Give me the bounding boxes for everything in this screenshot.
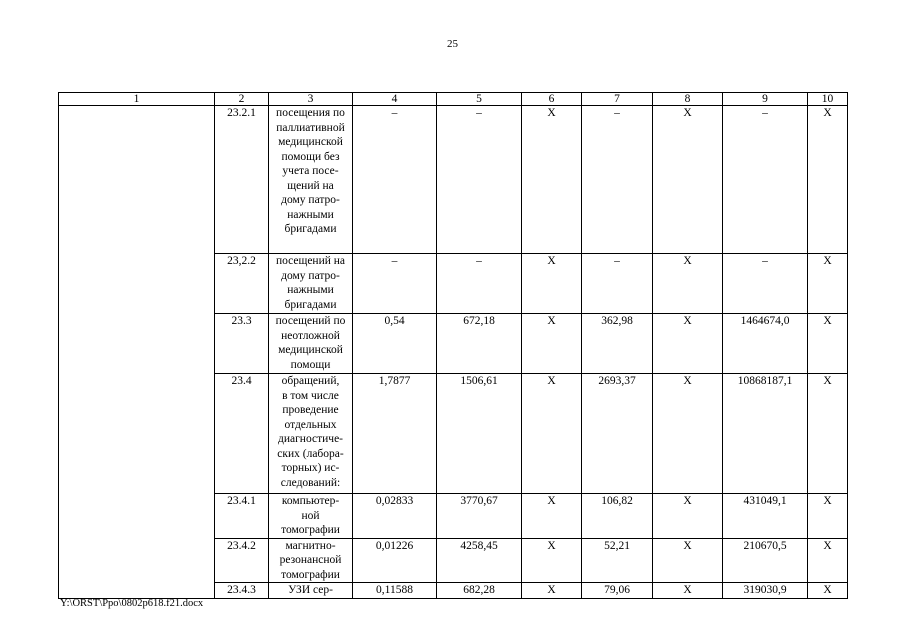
value-cell-c5: 1506,61	[437, 374, 522, 494]
value-cell-c7: 79,06	[582, 583, 653, 599]
row-description-cell	[269, 494, 353, 539]
description-line: паллиативной	[276, 121, 345, 134]
description-line: проведение	[282, 404, 339, 416]
value-cell-c4: 0,11588	[353, 583, 437, 599]
row-code-cell: 23.4.1	[215, 494, 269, 539]
value-cell-c9: 431049,1	[723, 494, 808, 539]
value-cell-c8: X	[653, 314, 723, 374]
value-cell-c7: 106,82	[582, 494, 653, 539]
column-number: 8	[653, 93, 723, 106]
value-cell-c4: 1,7877	[353, 374, 437, 494]
description-line: неотложной	[281, 329, 340, 342]
value-cell-c4: –	[353, 106, 437, 254]
row-code-cell: 23,2.2	[215, 254, 269, 314]
description-line: дому патро-	[281, 194, 340, 206]
value-cell-c10: X	[808, 314, 848, 374]
value-cell-c5: 682,28	[437, 583, 522, 599]
description-line: УЗИ сер-	[288, 584, 333, 596]
column-number: 5	[437, 93, 522, 106]
description-line: томографии	[281, 524, 340, 536]
value-cell-c4: –	[353, 254, 437, 314]
description-line: дому патро-	[281, 269, 340, 282]
row-code-cell: 23.4.3	[215, 583, 269, 599]
value-cell-c9: 319030,9	[723, 583, 808, 599]
description-line: посещения по	[276, 107, 345, 119]
value-cell-c8: X	[653, 494, 723, 539]
value-cell-c7: –	[582, 106, 653, 254]
description-line: ной	[301, 509, 320, 522]
description-line: следований:	[280, 476, 341, 489]
value-cell-c5: 672,18	[437, 314, 522, 374]
value-cell-c10: X	[808, 538, 848, 583]
value-cell-c5: –	[437, 254, 522, 314]
description-line: диагностиче-	[277, 433, 344, 445]
row-description-cell	[269, 583, 353, 599]
column-number: 7	[582, 93, 653, 106]
description-line: магнитно-	[285, 539, 336, 552]
value-cell-c7: 52,21	[582, 538, 653, 583]
value-cell-c6: X	[522, 583, 582, 599]
value-cell-c8: X	[653, 538, 723, 583]
row-description-cell	[269, 374, 353, 494]
value-cell-c10: X	[808, 106, 848, 254]
description-line: помощи	[290, 358, 331, 371]
page-number: 25	[447, 38, 458, 50]
description-line: нажными	[287, 284, 334, 296]
column-number: 3	[269, 93, 353, 106]
value-cell-c9: –	[723, 254, 808, 314]
value-cell-c8: X	[653, 583, 723, 599]
row-code-cell: 23.2.1	[215, 106, 269, 254]
value-cell-c9: 10868187,1	[723, 374, 808, 494]
value-cell-c9: –	[723, 106, 808, 254]
description-line: компьютер-	[281, 495, 340, 507]
value-cell-c9: 210670,5	[723, 538, 808, 583]
value-cell-c6: X	[522, 538, 582, 583]
row-code-cell: 23.3	[215, 314, 269, 374]
description-line: медицинской	[278, 344, 343, 356]
value-cell-c10: X	[808, 583, 848, 599]
value-cell-c6: X	[522, 314, 582, 374]
value-cell-c6: X	[522, 106, 582, 254]
row-description-cell	[269, 538, 353, 583]
description-line: щений на	[287, 179, 334, 192]
description-line: ских (лабора-	[277, 447, 344, 460]
description-line: посещений по	[275, 315, 346, 327]
value-cell-c7: 362,98	[582, 314, 653, 374]
row-description-cell	[269, 314, 353, 374]
merged-blank-cell	[59, 106, 215, 599]
file-path-footer: Y:\ORST\Ppo\0802p618.f21.docx	[60, 598, 204, 609]
value-cell-c4: 0,02833	[353, 494, 437, 539]
value-cell-c7: –	[582, 254, 653, 314]
value-cell-c8: X	[653, 374, 723, 494]
column-number: 9	[723, 93, 808, 106]
column-number: 1	[59, 93, 215, 106]
value-cell-c8: X	[653, 254, 723, 314]
value-cell-c9: 1464674,0	[723, 314, 808, 374]
table-row	[59, 106, 848, 254]
column-number-row	[59, 93, 848, 106]
column-number: 6	[522, 93, 582, 106]
description-line: посещений на	[275, 255, 346, 267]
value-cell-c5: –	[437, 106, 522, 254]
description-line: медицинской	[278, 136, 343, 148]
description-line: в том числе	[282, 389, 339, 402]
value-cell-c5: 3770,67	[437, 494, 522, 539]
row-description-cell	[269, 106, 353, 254]
value-cell-c10: X	[808, 494, 848, 539]
value-cell-c10: X	[808, 374, 848, 494]
description-line: резонансной	[279, 554, 342, 566]
row-description-cell	[269, 254, 353, 314]
value-cell-c4: 0,01226	[353, 538, 437, 583]
description-line: бригадами	[284, 223, 337, 235]
description-line: обращений,	[281, 375, 340, 387]
value-cell-c7: 2693,37	[582, 374, 653, 494]
value-cell-c6: X	[522, 374, 582, 494]
description-line: учета посе-	[282, 165, 339, 177]
description-line: томографии	[281, 568, 340, 581]
description-line: торных) ис-	[281, 462, 340, 474]
value-cell-c8: X	[653, 106, 723, 254]
description-line: помощи без	[281, 150, 340, 163]
row-code-cell: 23.4	[215, 374, 269, 494]
column-number: 10	[808, 93, 848, 106]
description-line: бригадами	[284, 298, 337, 311]
value-cell-c10: X	[808, 254, 848, 314]
description-line: нажными	[287, 208, 334, 221]
column-number: 4	[353, 93, 437, 106]
data-table	[58, 92, 848, 599]
value-cell-c5: 4258,45	[437, 538, 522, 583]
column-number: 2	[215, 93, 269, 106]
description-line: отдельных	[284, 418, 337, 431]
value-cell-c6: X	[522, 254, 582, 314]
value-cell-c4: 0,54	[353, 314, 437, 374]
row-code-cell: 23.4.2	[215, 538, 269, 583]
value-cell-c6: X	[522, 494, 582, 539]
